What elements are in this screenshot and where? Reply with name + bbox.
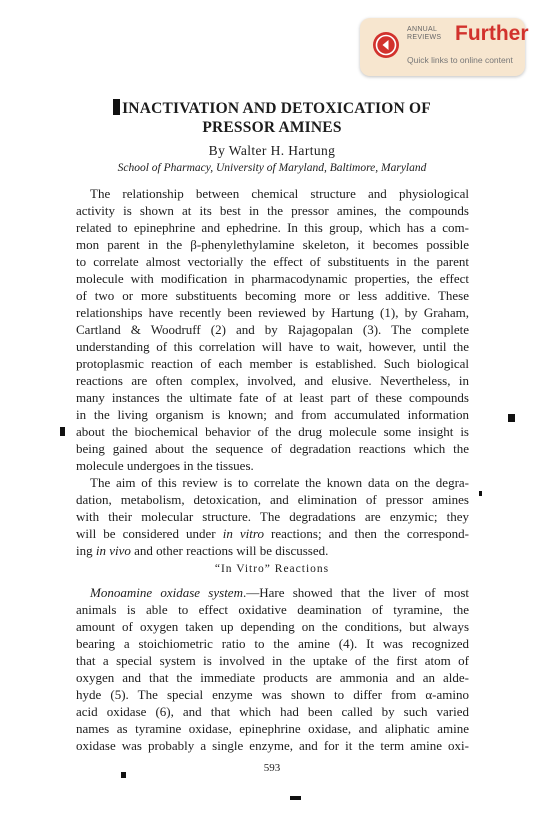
text-line: activity is shown at its best in the pressor amines, the compounds	[76, 203, 469, 218]
further-badge[interactable]	[360, 18, 529, 76]
text-line: reactions are often complex, involved, and elusive. Nevertheless, in	[76, 373, 469, 388]
page-number: 593	[263, 762, 281, 774]
text-line: with their molecular structure. The degradations are enzymic; they	[76, 509, 469, 524]
scan-mark	[479, 491, 482, 496]
text-line: oxygen and that the immediate products are ammonia and an alde-	[76, 670, 469, 685]
text-line: of two or more substituents becoming more or less additive. These	[76, 288, 469, 303]
affiliation: School of Pharmacy, University of Maryland, Baltimore, Maryland	[117, 162, 427, 174]
text-line: understanding of this correlation will have to wait, however, until the	[76, 339, 469, 354]
text-line: ing in vivo and other reactions will be discussed.	[76, 543, 329, 558]
arrow-left-circle-icon	[372, 31, 400, 59]
publisher-logo: ANNUAL REVIEWS	[407, 26, 442, 41]
text-line: acid oxidase (6), and that which had been called by such varied	[76, 704, 469, 719]
text-line: hyde (5). The special enzyme was shown to differ from α-amino	[76, 687, 469, 702]
scan-mark	[60, 427, 65, 436]
text-line: names as tyramine oxidase, epinephrine oxidase, and aliphatic amine	[76, 721, 469, 736]
text-line: relationships have recently been reviewed by Hartung (1), by Graham,	[76, 305, 469, 320]
article-title-line2: PRESSOR AMINES	[202, 119, 342, 136]
author: By Walter H. Hartung	[208, 143, 336, 158]
text-line: animals is able to effect oxidative deamination of tyramine, the	[76, 602, 469, 617]
title-marker	[113, 99, 120, 115]
text-line: about the biochemical behavior of the drug molecule some insight is	[76, 424, 469, 439]
text-line: many instances the ultimate fate of at least part of these compounds	[76, 390, 469, 405]
text-line: The relationship between chemical structure and physiological	[90, 186, 469, 201]
text-line: molecule with modification in pharmacodynamic properties, the effect	[76, 271, 469, 286]
article-title-line1: INACTIVATION AND DETOXICATION OF	[100, 99, 444, 118]
scan-mark	[508, 414, 515, 422]
scan-mark	[290, 796, 301, 800]
text-line: amount of oxygen taken up depending on the conditions, but always	[76, 619, 469, 634]
text-line: being gained about the sequence of degradation reactions which the	[76, 441, 469, 456]
scan-mark	[121, 772, 126, 778]
badge-title: Further	[455, 22, 529, 45]
section-heading: “In Vitro” Reactions	[214, 563, 330, 575]
text-line: oxidase was probably a single enzyme, and for it the term amine oxi-	[76, 738, 469, 753]
text-line: bearing a stoichiometric ratio to the amine (4). It was recognized	[76, 636, 469, 651]
text-line: to correlate almost vectorially the effect of substituents in the parent	[76, 254, 469, 269]
badge-subtitle: Quick links to online content	[407, 55, 513, 65]
text-line: related to epinephrine and ephedrine. In this group, which has a com-	[76, 220, 469, 235]
text-line: in the living organism is known; and from accumulated information	[76, 407, 469, 422]
text-line: protoplasmic reaction of each member is established. Such biological	[76, 356, 469, 371]
text-line: will be considered under in vitro reactions; and then the correspond-	[76, 526, 469, 541]
text-line: that a special system is involved in the uptake of the first atom of	[76, 653, 469, 668]
text-line: Cartland & Woodruff (2) and by Rajagopalan (3). The complete	[76, 322, 469, 337]
text-line: The aim of this review is to correlate the known data on the degra-	[90, 475, 469, 490]
text-line: molecule undergoes in the tissues.	[76, 458, 254, 473]
text-line: dation, metabolism, detoxication, and elimination of pressor amines	[76, 492, 469, 507]
text-line: Monoamine oxidase system.—Hare showed that the liver of most	[90, 585, 469, 600]
text-line: mon parent in the β-phenylethylamine skeleton, it becomes possible	[76, 237, 469, 252]
